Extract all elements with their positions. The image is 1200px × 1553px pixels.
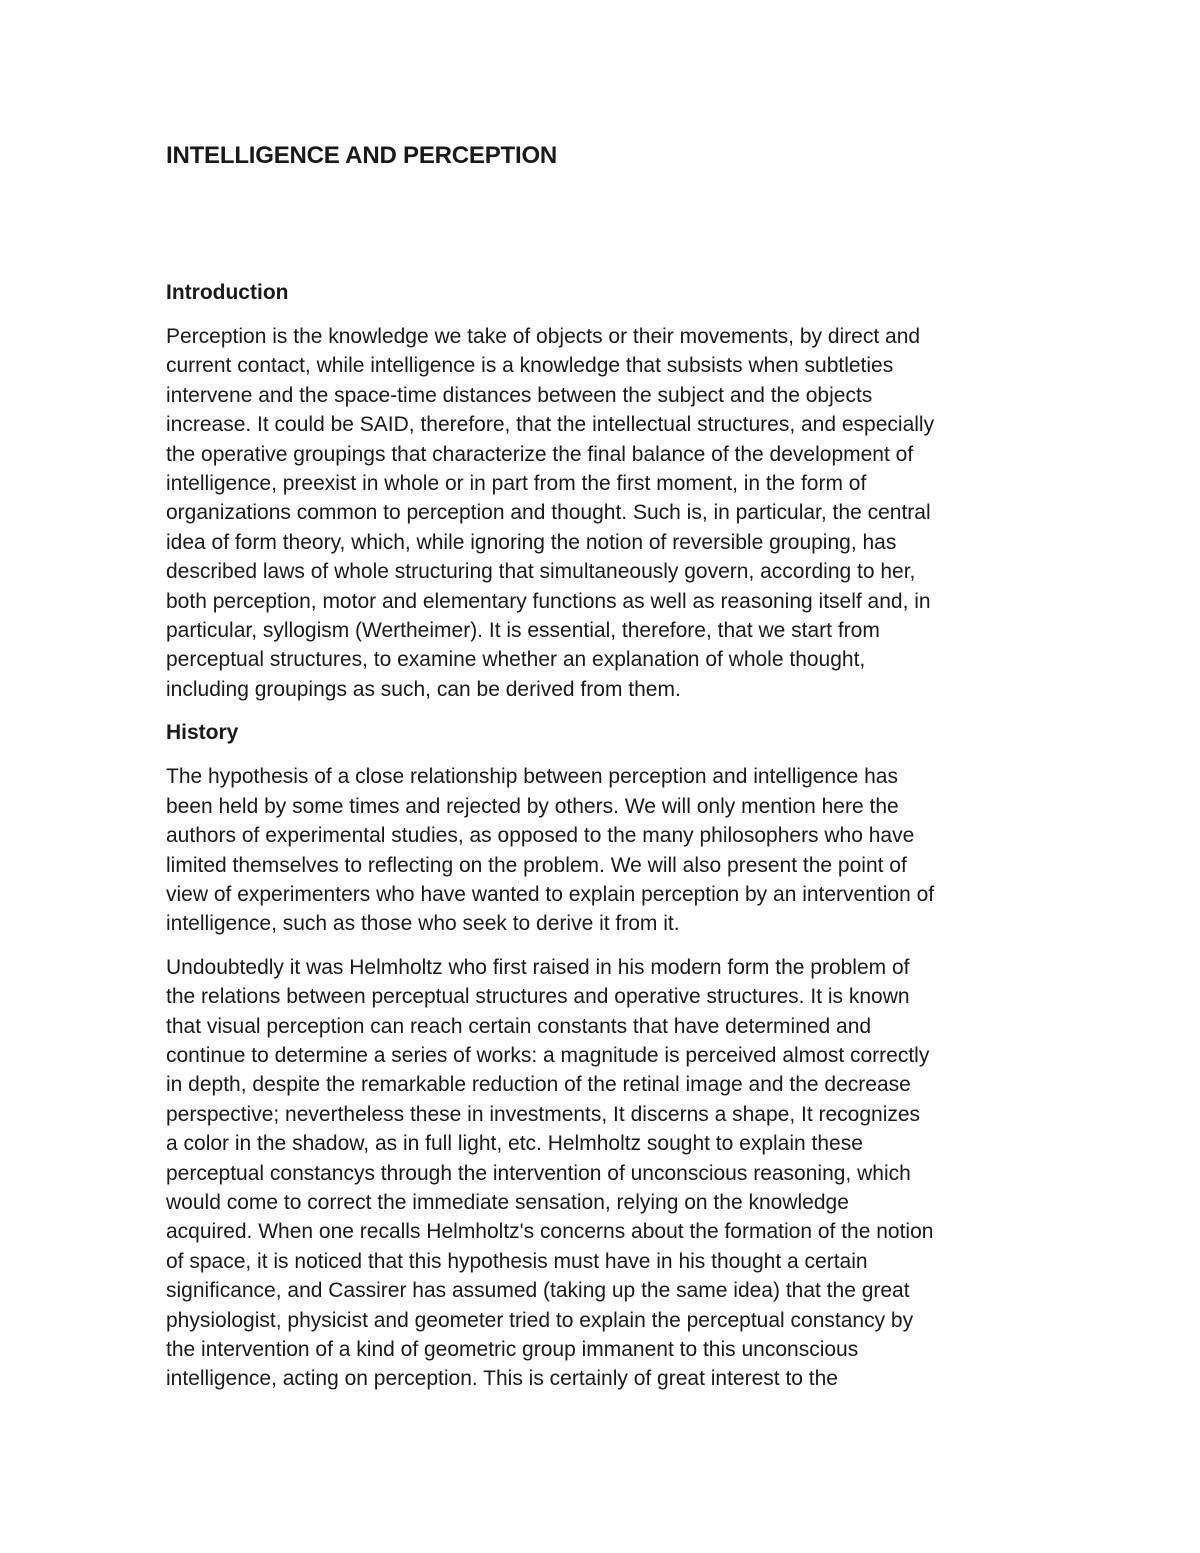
history-paragraph-1 — [166, 762, 1046, 938]
text-line: both perception, motor and elementary functions as well as reasoning itself and, in — [166, 589, 931, 613]
text-line: including groupings as such, can be derived from them. — [166, 677, 681, 701]
document-body — [166, 138, 1046, 1394]
text-line: significance, and Cassirer has assumed (taking up the same idea) that the great — [166, 1279, 910, 1303]
text-line: continue to determine a series of works: a magnitude is perceived almost correctly — [166, 1043, 930, 1067]
text-line: perspective; nevertheless these in investments, It discerns a shape, It recognizes — [166, 1102, 921, 1126]
text-line: intelligence, acting on perception. This is certainly of great interest to the — [166, 1367, 838, 1391]
text-line: intervene and the space-time distances between the subject and the objects — [166, 383, 873, 407]
text-line: the operative groupings that characterize the final balance of the development of — [166, 442, 914, 466]
text-line: authors of experimental studies, as opposed to the many philosophers who have — [166, 824, 915, 848]
text-line: intelligence, preexist in whole or in part from the first moment, in the form of — [166, 472, 867, 496]
text-line: Perception is the knowledge we take of objects or their movements, by direct and — [166, 325, 921, 348]
section-heading-introduction: Introduction — [166, 281, 289, 304]
section-heading-history: History — [166, 721, 239, 745]
text-line: of space, it is noticed that this hypothesis must have in his thought a certain — [166, 1249, 868, 1273]
text-line: a color in the shadow, as in full light, etc. Helmholtz sought to explain these — [166, 1132, 863, 1156]
text-line: idea of form theory, which, while ignoring the notion of reversible grouping, has — [166, 530, 897, 554]
text-line: in depth, despite the remarkable reduction of the retinal image and the decrease — [166, 1073, 911, 1097]
text-line: view of experimenters who have wanted to explain perception by an intervention of — [166, 882, 935, 906]
text-line: the intervention of a kind of geometric group immanent to this unconscious — [166, 1338, 859, 1361]
text-line: been held by some times and rejected by others. We will only mention here the — [166, 794, 899, 818]
history-paragraph-2 — [166, 953, 1046, 1394]
text-line: organizations common to perception and thought. Such is, in particular, the central — [166, 501, 931, 525]
text-line: perceptual structures, to examine whether an explanation of whole thought, — [166, 648, 866, 672]
text-line: The hypothesis of a close relationship between perception and intelligence has — [166, 765, 898, 789]
introduction-paragraph — [166, 322, 1046, 704]
text-line: perceptual constancys through the intervention of unconscious reasoning, which — [166, 1161, 911, 1185]
document-title: INTELLIGENCE AND PERCEPTION — [166, 142, 558, 169]
text-line: acquired. When one recalls Helmholtz's concerns about the formation of the notion — [166, 1220, 934, 1244]
text-line: described laws of whole structuring that simultaneously govern, according to her, — [166, 560, 916, 584]
text-line: would come to correct the immediate sensation, relying on the knowledge — [166, 1190, 849, 1214]
text-line: particular, syllogism (Wertheimer). It is essential, therefore, that we start from — [166, 619, 880, 643]
text-line: physiologist, physicist and geometer tried to explain the perceptual constancy by — [166, 1308, 914, 1332]
text-line: limited themselves to reflecting on the problem. We will also present the point of — [166, 853, 907, 877]
text-line: that visual perception can reach certain constants that have determined and — [166, 1014, 872, 1038]
text-line: the relations between perceptual structures and operative structures. It is known — [166, 985, 910, 1009]
text-line: intelligence, such as those who seek to derive it from it. — [166, 912, 680, 936]
text-line: increase. It could be SAID, therefore, that the intellectual structures, and especially — [166, 413, 935, 437]
text-line: Undoubtedly it was Helmholtz who first raised in his modern form the problem of — [166, 955, 910, 979]
text-line: current contact, while intelligence is a knowledge that subsists when subtleties — [166, 354, 894, 378]
